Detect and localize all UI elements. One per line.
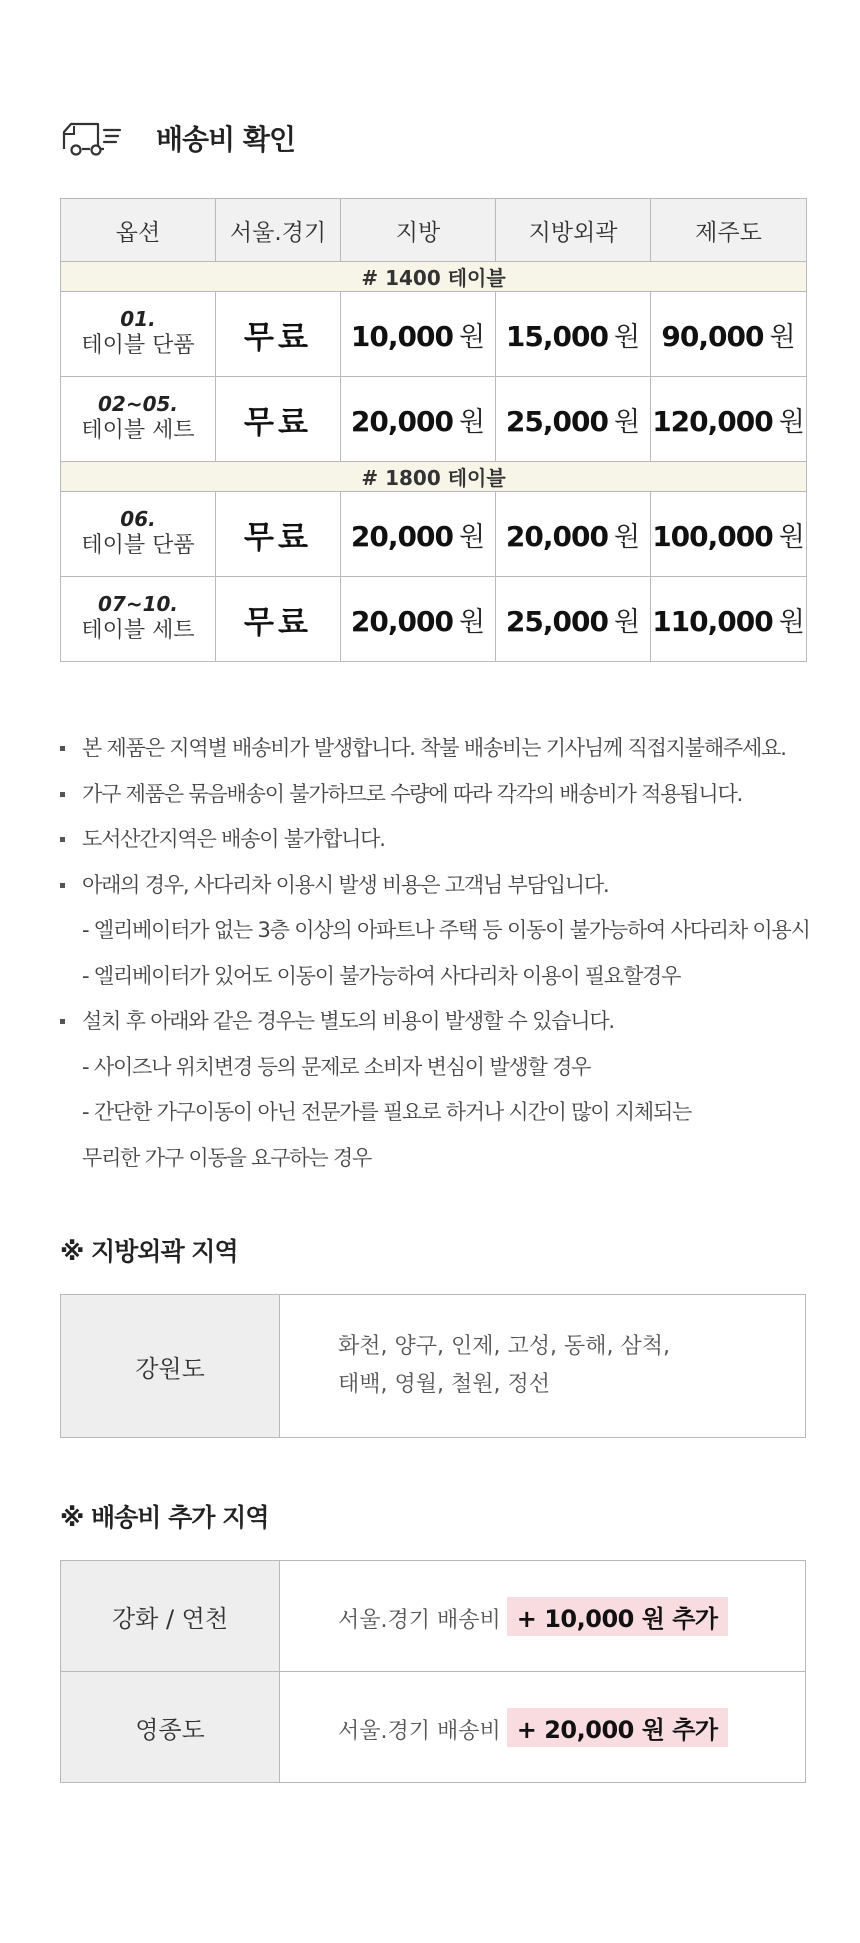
price-cell bbox=[341, 377, 496, 462]
table-header-row bbox=[61, 199, 807, 262]
price-cell bbox=[496, 377, 651, 462]
price-amount: 20,000 bbox=[350, 519, 453, 553]
notice-item: 아래의 경우, 사다리차 이용시 발생 비용은 고객님 부담입니다. bbox=[60, 863, 820, 909]
title-row bbox=[60, 118, 295, 158]
notice-item: 본 제품은 지역별 배송비가 발생합니다. 착불 배송비는 기사님께 직접지불해주세요. bbox=[60, 726, 820, 772]
price-amount: 10,000 bbox=[350, 319, 453, 353]
currency-unit: 원 bbox=[613, 321, 641, 353]
table-row bbox=[61, 1672, 806, 1783]
base-fee-text: 서울.경기 배송비 bbox=[338, 1718, 501, 1744]
group-label: # 1400 테이블 bbox=[61, 262, 807, 292]
column-header: 옵션 bbox=[61, 199, 216, 262]
option-code: 01. bbox=[120, 307, 156, 331]
free-label: 무료 bbox=[244, 319, 312, 356]
currency-unit: 원 bbox=[778, 606, 805, 638]
page-title: 배송비 확인 bbox=[156, 123, 295, 156]
price-cell bbox=[651, 377, 807, 462]
option-name: 테이블 세트 bbox=[81, 618, 195, 643]
table-row bbox=[61, 577, 807, 662]
price-cell bbox=[216, 577, 341, 662]
currency-unit: 원 bbox=[458, 321, 486, 353]
price-amount: 20,000 bbox=[350, 604, 453, 638]
option-name: 테이블 단품 bbox=[81, 533, 195, 558]
price-amount: 100,000 bbox=[652, 519, 773, 553]
notice-subitem: - 엘리베이터가 있어도 이동이 불가능하여 사다리차 이용이 필요할경우 bbox=[82, 963, 681, 988]
price-cell bbox=[341, 292, 496, 377]
extra-region-label: 강화 / 연천 bbox=[61, 1561, 280, 1672]
notice-item: 설치 후 아래와 같은 경우는 별도의 비용이 발생할 수 있습니다. bbox=[60, 999, 820, 1045]
column-header: 제주도 bbox=[651, 199, 807, 262]
base-fee-text: 서울.경기 배송비 bbox=[338, 1607, 501, 1633]
price-cell bbox=[341, 577, 496, 662]
extra-fee-highlight: + 20,000 원 추가 bbox=[507, 1708, 728, 1747]
price-amount: 20,000 bbox=[350, 404, 453, 438]
group-row bbox=[61, 462, 807, 492]
region-cities-line: 태백, 영월, 철원, 정선 bbox=[338, 1372, 550, 1397]
extra-fee-cell bbox=[280, 1561, 806, 1672]
shipping-price-table bbox=[60, 198, 807, 662]
notice-subitem: - 사이즈나 위치변경 등의 문제로 소비자 변심이 발생할 경우 bbox=[82, 1054, 591, 1079]
column-header: 지방외곽 bbox=[496, 199, 651, 262]
price-cell bbox=[216, 292, 341, 377]
column-header: 지방 bbox=[341, 199, 496, 262]
price-amount: 15,000 bbox=[505, 319, 608, 353]
price-cell bbox=[216, 492, 341, 577]
price-cell bbox=[651, 492, 807, 577]
option-cell bbox=[61, 577, 216, 662]
region-cities-line: 화천, 양구, 인제, 고성, 동해, 삼척, bbox=[338, 1334, 670, 1359]
extra-region-label: 영종도 bbox=[61, 1672, 280, 1783]
currency-unit: 원 bbox=[458, 606, 486, 638]
price-cell bbox=[651, 577, 807, 662]
currency-unit: 원 bbox=[613, 406, 641, 438]
group-label: # 1800 테이블 bbox=[61, 462, 807, 492]
price-amount: 20,000 bbox=[505, 519, 608, 553]
price-cell bbox=[651, 292, 807, 377]
table-row bbox=[61, 1295, 806, 1438]
currency-unit: 원 bbox=[613, 606, 641, 638]
option-code: 06. bbox=[120, 507, 156, 531]
price-amount: 25,000 bbox=[505, 604, 608, 638]
price-cell bbox=[496, 577, 651, 662]
region-cities bbox=[280, 1295, 806, 1438]
notice-subitem: - 간단한 가구이동이 아닌 전문가를 필요로 하거나 시간이 많이 지체되는 bbox=[82, 1100, 692, 1124]
table-row bbox=[61, 492, 807, 577]
extra-fee-highlight: + 10,000 원 추가 bbox=[507, 1597, 728, 1636]
column-header: 서울.경기 bbox=[216, 199, 341, 262]
extra-fee-table bbox=[60, 1560, 806, 1783]
currency-unit: 원 bbox=[458, 521, 486, 553]
free-label: 무료 bbox=[244, 604, 312, 641]
extra-fee-cell bbox=[280, 1672, 806, 1783]
option-cell bbox=[61, 377, 216, 462]
option-name: 테이블 단품 bbox=[81, 333, 195, 358]
group-row bbox=[61, 262, 807, 292]
notice-item: 가구 제품은 묶음배송이 불가하므로 수량에 따라 각각의 배송비가 적용됩니다. bbox=[60, 772, 820, 818]
table-row bbox=[61, 1561, 806, 1672]
price-amount: 90,000 bbox=[661, 319, 764, 353]
extra-fee-region-title: ※ 배송비 추가 지역 bbox=[60, 1503, 269, 1532]
option-code: 07~10. bbox=[97, 592, 179, 616]
currency-unit: 원 bbox=[769, 321, 796, 353]
option-cell bbox=[61, 292, 216, 377]
free-label: 무료 bbox=[244, 519, 312, 556]
currency-unit: 원 bbox=[778, 521, 805, 553]
option-name: 테이블 세트 bbox=[81, 418, 195, 443]
free-label: 무료 bbox=[244, 404, 312, 441]
remote-region-table bbox=[60, 1294, 806, 1438]
remote-region-title: ※ 지방외곽 지역 bbox=[60, 1237, 238, 1266]
table-row bbox=[61, 292, 807, 377]
price-cell bbox=[216, 377, 341, 462]
price-amount: 120,000 bbox=[652, 404, 773, 438]
notice-subitem: - 엘리베이터가 없는 3층 이상의 아파트나 주택 등 이동이 불가능하여 사다리차 이용시 bbox=[82, 918, 810, 942]
price-cell bbox=[496, 492, 651, 577]
option-cell bbox=[61, 492, 216, 577]
price-amount: 25,000 bbox=[505, 404, 608, 438]
region-label: 강원도 bbox=[61, 1295, 280, 1438]
option-code: 02~05. bbox=[97, 392, 179, 416]
currency-unit: 원 bbox=[613, 521, 641, 553]
notice-subitem: 무리한 가구 이동을 요구하는 경우 bbox=[82, 1145, 372, 1170]
price-cell bbox=[496, 292, 651, 377]
delivery-truck-icon bbox=[60, 118, 122, 158]
price-amount: 110,000 bbox=[652, 604, 773, 638]
notice-list bbox=[60, 726, 820, 1181]
price-cell bbox=[341, 492, 496, 577]
currency-unit: 원 bbox=[778, 406, 805, 438]
table-row bbox=[61, 377, 807, 462]
currency-unit: 원 bbox=[458, 406, 486, 438]
notice-item: 도서산간지역은 배송이 불가합니다. bbox=[60, 817, 820, 863]
